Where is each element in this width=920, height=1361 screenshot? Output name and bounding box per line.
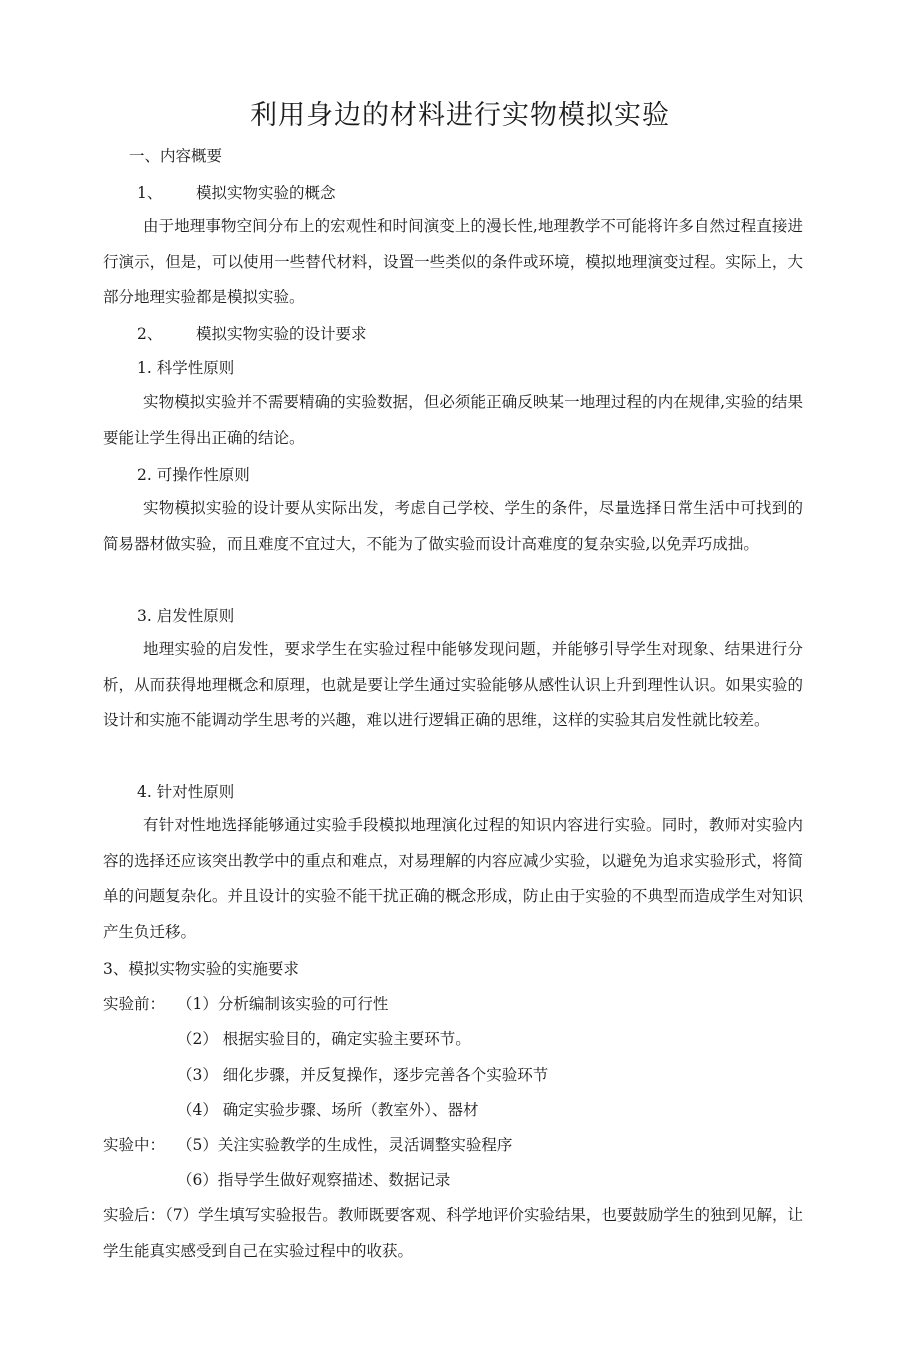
before-step-2: （2） 根据实验目的，确定实验主要环节。	[177, 1030, 471, 1048]
after-label: 实验后：	[103, 1206, 166, 1224]
section1-body: 由于地理事物空间分布上的宏观性和时间演变上的漫长性,地理教学不可能将许多自然过程直接进行演示，但是，可以使用一些替代材料，设置一些类似的条件或环境，模拟地理演变过程。实际上，大部分地理实验都是模拟实验。	[103, 217, 803, 306]
section3-heading: 3、模拟实物实验的实施要求	[103, 960, 299, 978]
during-step-6: （6）指导学生做好观察描述、数据记录	[177, 1171, 451, 1189]
principle-1-heading: 1. 科学性原则	[137, 359, 235, 377]
section2-title: 模拟实物实验的设计要求	[196, 325, 367, 343]
before-step-4: （4） 确定实验步骤、场所（教室外）、器材	[177, 1101, 479, 1119]
section1-heading	[137, 181, 336, 205]
section1-number: 1、	[137, 184, 163, 202]
section2-heading	[137, 322, 367, 346]
principle-3-body: 地理实验的启发性，要求学生在实验过程中能够发现问题，并能够引导学生对现象、结果进行分析，从而获得地理概念和原理，也就是要让学生通过实验能够从感性认识上升到理性认识。如果实验的设计和实施不能调动学生思考的兴趣，难以进行逻辑正确的思维，这样的实验其启发性就比较差。	[103, 640, 803, 729]
after-step-7: （7）学生填写实验报告。教师既要客观、科学地评价实验结果，也要鼓励学生的独到见解，让学生能真实感受到自己在实验过程中的收获。	[103, 1206, 803, 1260]
outline-heading: 一、内容概要	[129, 147, 223, 165]
principle-4-body: 有针对性地选择能够通过实验手段模拟地理演化过程的知识内容进行实验。同时，教师对实验内容的选择还应该突出教学中的重点和难点，对易理解的内容应减少实验，以避免为追求实验形式，将简单的问题复杂化。并且设计的实验不能干扰正确的概念形成，防止由于实验的不典型而造成学生对知识产生负迁移。	[103, 816, 803, 941]
after-paragraph	[103, 1198, 803, 1269]
section2-number: 2、	[137, 325, 163, 343]
during-label: 实验中：	[103, 1136, 166, 1154]
document-title: 利用身边的材料进行实物模拟实验	[250, 100, 670, 131]
principle-2-body: 实物模拟实验的设计要从实际出发，考虑自己学校、学生的条件，尽量选择日常生活中可找到的简易器材做实验，而且难度不宜过大，不能为了做实验而设计高难度的复杂实验,以免弄巧成拙。	[103, 499, 803, 553]
section1-title: 模拟实物实验的概念	[196, 184, 336, 202]
principle-1-body: 实物模拟实验并不需要精确的实验数据，但必须能正确反映某一地理过程的内在规律,实验的结果要能让学生得出正确的结论。	[103, 393, 803, 447]
principle-4-heading: 4. 针对性原则	[137, 783, 235, 801]
before-step-1: （1）分析编制该实验的可行性	[177, 995, 389, 1013]
principle-3-heading: 3. 启发性原则	[137, 607, 235, 625]
during-step-5: （5）关注实验教学的生成性，灵活调整实验程序	[177, 1136, 513, 1154]
before-step-3: （3） 细化步骤，并反复操作，逐步完善各个实验环节	[177, 1066, 549, 1084]
principle-2-heading: 2. 可操作性原则	[137, 466, 250, 484]
before-label: 实验前：	[103, 995, 166, 1013]
